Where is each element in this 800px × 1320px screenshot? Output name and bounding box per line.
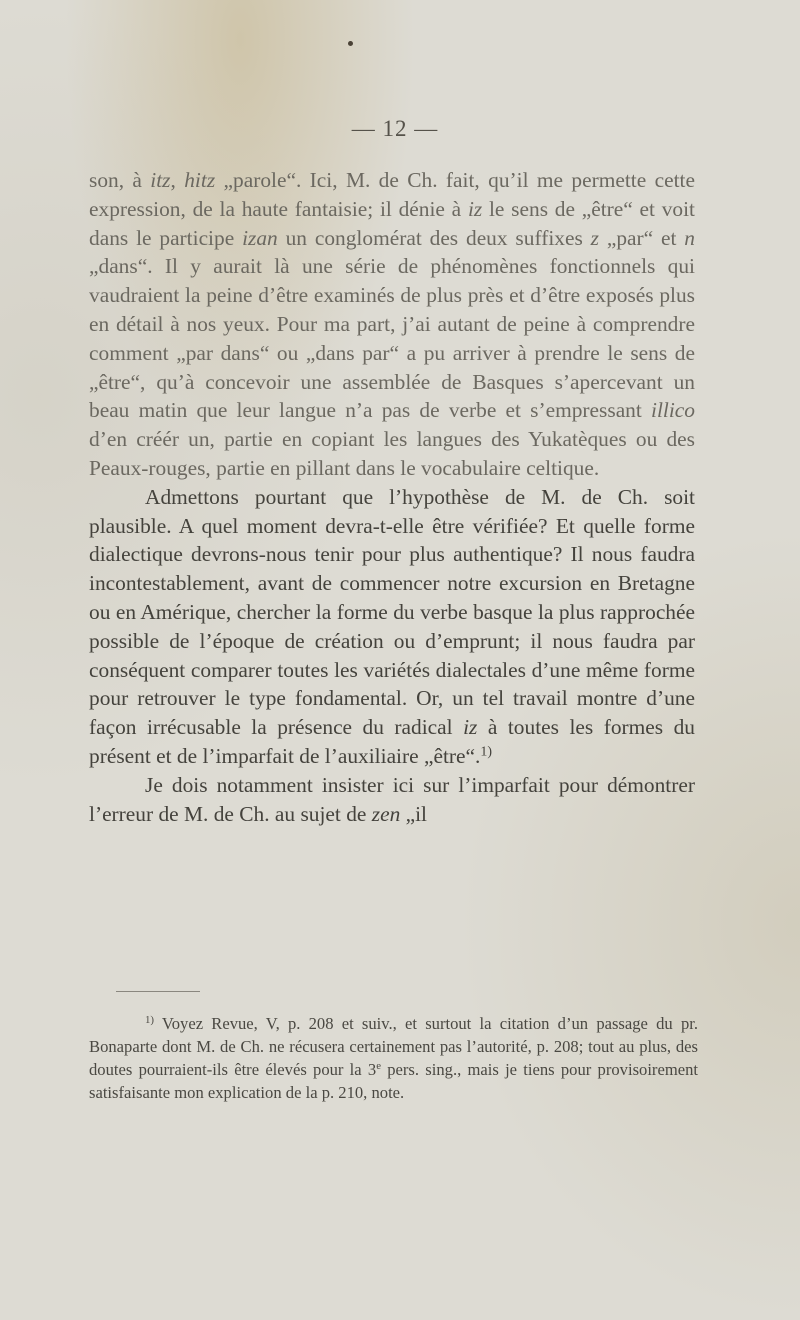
italic-term: iz [463, 715, 478, 740]
text-run: „dans“. Il y aurait là une série de phénomènes fonctionnels qui vaudraient la peine d’être examinés de plus près et d’être exposés plus en détail à nos yeux. Pour ma part, j’ai autant de peine à comprendre comment „par dans“ ou „dans par“ a pu arriver à prendre le sens de „être“, qu’à concevoir une assemblée de Basques s’apercevant un beau matin que leur langue n’a pas de verbe et s’empressant [89, 254, 695, 423]
text-run: Je dois notamment insister ici sur l’imparfait pour démontrer l’erreur de M. de Ch. au sujet de [89, 772, 695, 826]
page-number: — 12 — [351, 116, 439, 141]
italic-term: illico [651, 398, 695, 423]
text-run: un conglomérat des deux suffixes [277, 225, 591, 250]
superscript: 1) [480, 744, 492, 760]
italic-term: n [684, 225, 695, 250]
paragraph [89, 771, 695, 829]
italic-term: zen [371, 801, 401, 826]
italic-term: hitz [184, 168, 216, 192]
footnote-text [89, 1012, 698, 1104]
text-run: Admettons pourtant que l’hypothèse de M. de Ch. soit plausible. A quel moment devra-t-elle être vérifiée? Et quelle forme dialectique devrons-nous tenir pour plus authentique? Il nous faudra incontestablement, avant de commencer notre excursion en Bretagne ou en Amérique, chercher la forme du verbe basque la plus rapprochée possible de l’époque de création ou d’emprunt; il nous faudra par conséquent comparer toutes les variétés dialectales d’une même forme pour retrouver le type fondamental. Or, un tel travail montre d’une façon irrécusable la présence du radical [89, 484, 695, 740]
text-run: à toutes les formes du présent et de l’imparfait de l’auxiliaire „être“. [89, 715, 695, 768]
text-run: Voyez Revue, V, p. 208 et suiv., et surtout la citation d’un passage du pr. Bonaparte dont M. de Ch. ne récusera certainement pas l’autorité, p. 208; tout au plus, des doutes pourraient-ils être élevés pour la 3 [89, 1014, 698, 1079]
text-run: d’en créér un, partie en copiant les langues des Yukatèques ou des Peaux-rouges, partie en pillant dans le vocabulaire celtique. [89, 427, 695, 480]
text-run: , [170, 168, 185, 192]
ink-speck [348, 41, 353, 46]
footnote-divider [116, 991, 200, 992]
superscript: 1) [145, 1014, 154, 1027]
text-run: le sens de „être“ et voit dans le participe [89, 196, 695, 250]
italic-term: izan [242, 225, 278, 250]
italic-term: z [590, 225, 599, 250]
text-run: „parole“. Ici, M. de Ch. fait, qu’il me permette cette expression, de la haute fantaisie; il dénie à [89, 168, 695, 221]
italic-term: itz [150, 168, 171, 192]
superscript: e [376, 1060, 381, 1073]
text-run: „par“ et [598, 225, 685, 250]
paragraph [89, 483, 695, 771]
italic-term: iz [467, 196, 483, 221]
text-run: „il [400, 801, 427, 826]
text-run: son, à [89, 168, 151, 192]
text-run: pers. sing., mais je tiens pour provisoirement satisfaisante mon explication de la p. 210, note. [89, 1060, 698, 1102]
footnote [89, 1012, 698, 1104]
body-text [89, 166, 695, 828]
paragraph [89, 166, 695, 483]
